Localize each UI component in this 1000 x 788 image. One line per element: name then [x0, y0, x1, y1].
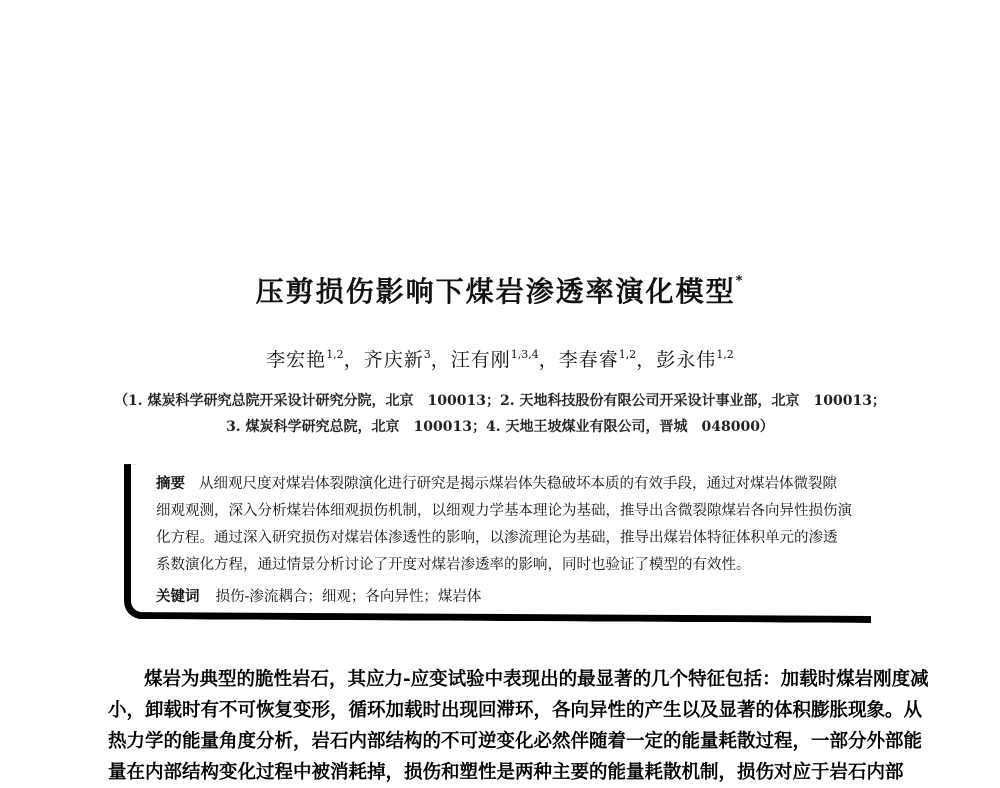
author: 汪有刚$^{1,3,4}$， [450, 348, 559, 371]
body-line: 量在内部结构变化过程中被消耗掉，损伤和塑性是两种主要的能量耗散机制，损伤对应于岩石内部 [108, 762, 904, 783]
title-text: 压剪损伤影响下煤岩渗透率演化模型 [255, 275, 736, 308]
author: 李春睿$^{1,2}$， [558, 348, 657, 371]
author: 李宏艳$^{1,2}$， [266, 348, 364, 371]
keywords-label: 关键词 [156, 588, 200, 605]
abstract-line: 细观观测，深入分析煤岩体细观损伤机制，以细观力学基本理论为基础，推导出含微裂隙煤岩各向异性损伤演 [156, 503, 852, 519]
body-line: 热力学的能量角度分析，岩石内部结构的不可逆变化必然伴随着一定的能量耗散过程，一部分外部能 [108, 731, 923, 752]
body-line: 煤岩为典型的脆性岩石，其应力-应变试验中表现出的最显著的几个特征包括：加载时煤岩刚度减 [144, 669, 929, 690]
title-footnote-mark: * [735, 274, 745, 289]
keywords-block [156, 585, 861, 606]
body-line: 小，卸载时有不可恢复变形，循环加载时出现回滞环，各向异性的产生以及显著的体积膨胀现象。从 [108, 700, 923, 721]
affiliation-line: （1. 煤炭科学研究总院开采设计研究分院，北京 100013；2. 天地科技股份有限公司开采设计事业部，北京 100013； [114, 393, 886, 409]
keywords-text: 损伤-渗流耦合；细观；各向异性；煤岩体 [215, 589, 482, 605]
abstract-line: 摘要 从细观尺度对煤岩体裂隙演化进行研究是揭示煤岩体失稳破坏本质的有效手段，通过对煤岩体微裂隙 [156, 475, 837, 492]
abstract-label: 摘要 [156, 475, 185, 492]
affiliation-line: 3. 煤炭科学研究总院，北京 100013；4. 天地王坡煤业有限公司，晋城 048000） [226, 419, 774, 435]
abstract-line: 系数演化方程，通过情景分析讨论了开度对煤岩渗透率的影响，同时也验证了模型的有效性。 [156, 557, 751, 573]
body-text [108, 664, 929, 788]
abstract-block [156, 470, 861, 579]
author-list [0, 345, 1000, 372]
paper-title [0, 270, 1000, 310]
author: 彭永伟$^{1,2}$ [656, 348, 734, 371]
abstract-line: 化方程。通过深入研究损伤对煤岩体渗透性的影响，以渗流理论为基础，推导出煤岩体特征体积单元的渗透 [156, 530, 838, 546]
author: 齐庆新$^3$， [363, 348, 451, 371]
